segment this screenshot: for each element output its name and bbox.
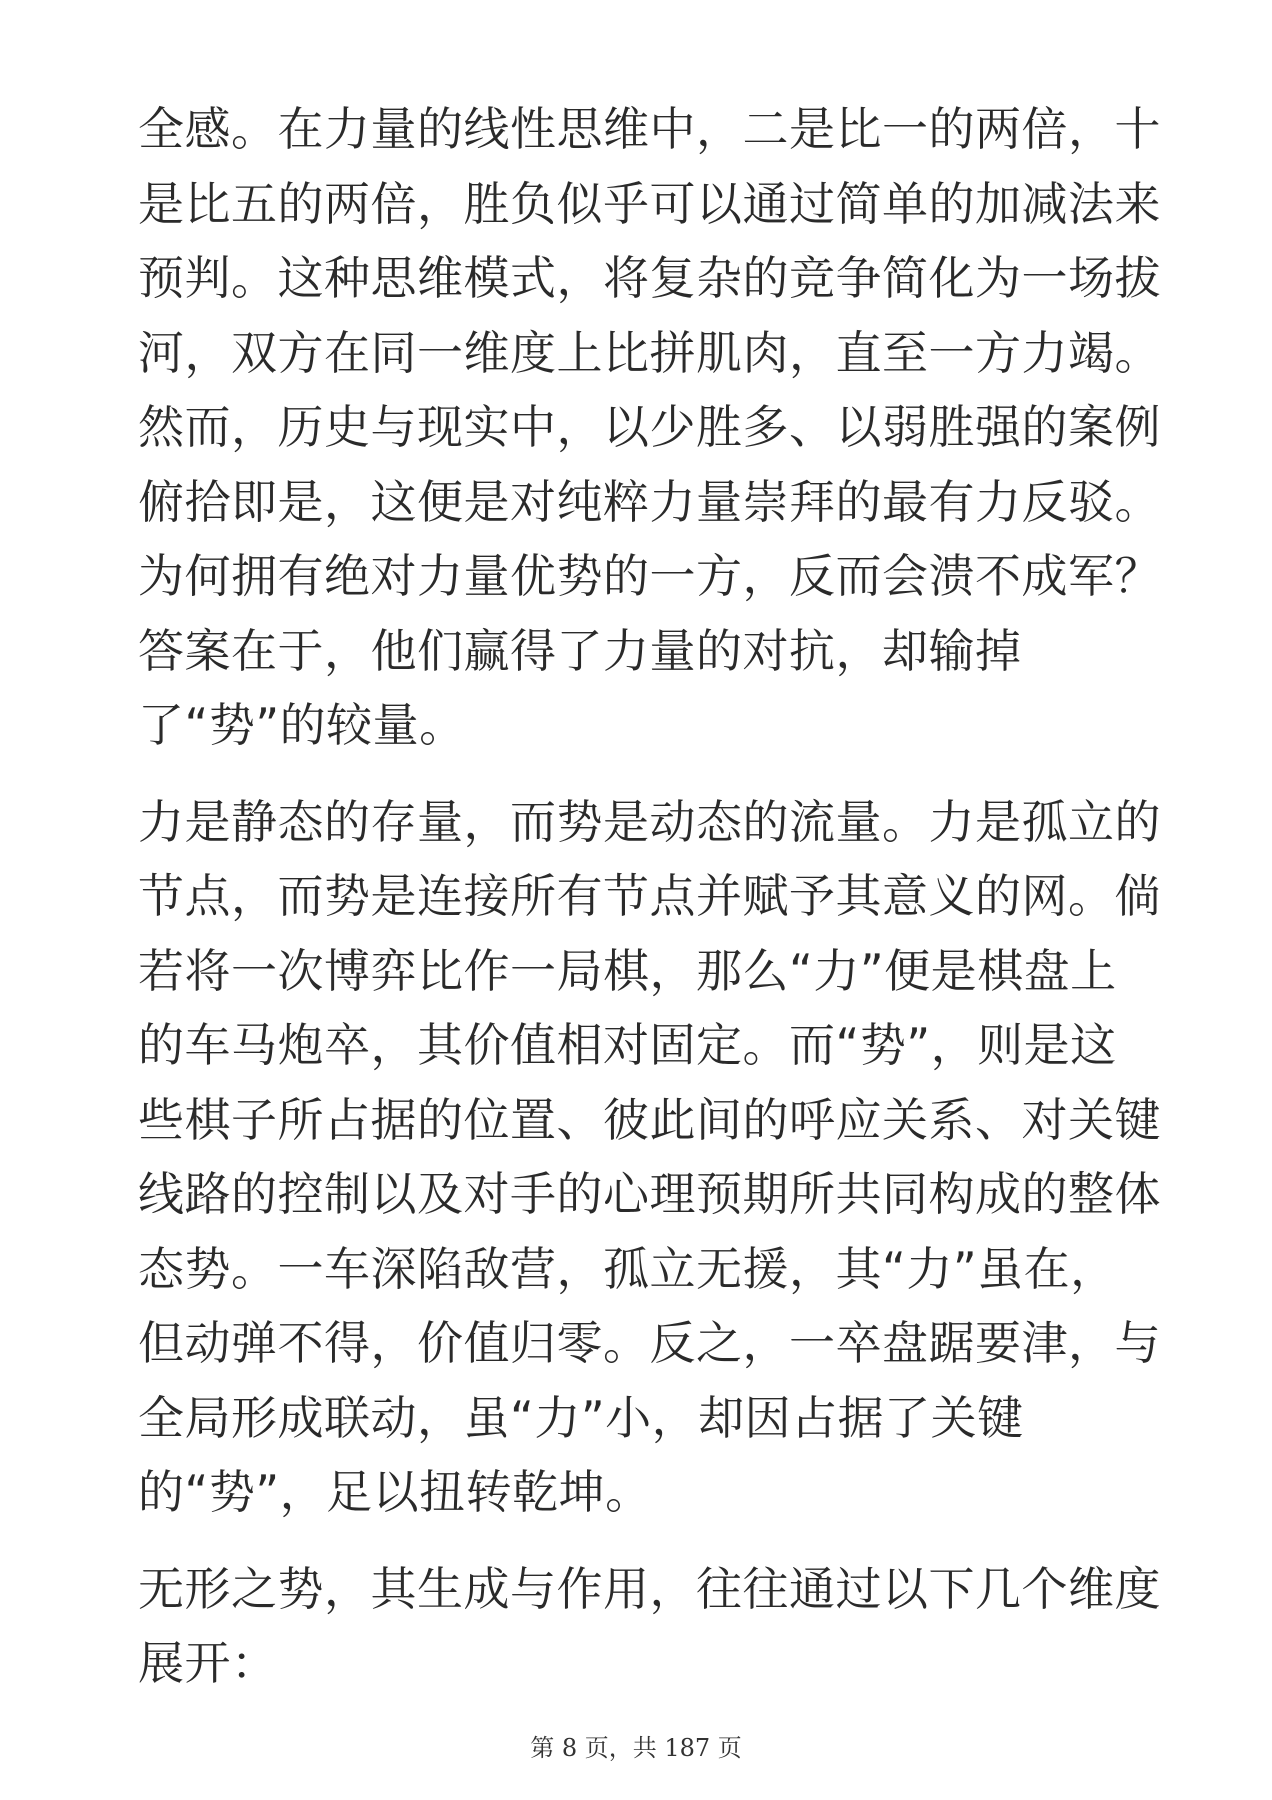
text-line: 节点，而势是连接所有节点并赋予其意义的网。倘 (138, 869, 1161, 923)
text-line: 答案在于，他们赢得了力量的对抗，却输掉 (138, 623, 1022, 678)
text-line: 为何拥有绝对力量优势的一方，反而会溃不成军？ (138, 549, 1161, 603)
text-line: 的“势”，足以扭转乾坤。 (138, 1465, 652, 1519)
text-line: 全局形成联动，虽“力”小，却因占据了关键 (138, 1390, 1024, 1445)
paragraph-3 (138, 1552, 1161, 1701)
paragraph-1 (138, 92, 1161, 763)
text-line: 的车马炮卒，其价值相对固定。而“势”，则是这 (138, 1018, 1117, 1072)
text-line: 河，双方在同一维度上比拼肌肉，直至一方力竭。 (138, 325, 1161, 380)
paragraph-spacer (138, 1530, 1138, 1552)
text-line: 但动弹不得，价值归零。反之，一卒盘踞要津，与 (138, 1316, 1161, 1370)
text-line: 若将一次博弈比作一局棋，那么“力”便是棋盘上 (138, 943, 1117, 998)
body-text (138, 92, 1161, 1701)
text-line: 态势。一车深陷敌营，孤立无援，其“力”虽在， (138, 1241, 1117, 1296)
text-line: 力是静态的存量，而势是动态的流量。力是孤立的 (138, 794, 1161, 849)
text-line: 预判。这种思维模式，将复杂的竞争简化为一场拔 (138, 251, 1161, 305)
text-line: 线路的控制以及对手的心理预期所共同构成的整体 (138, 1167, 1161, 1221)
page-number-footer: 第 8 页，共 187 页 (530, 1734, 742, 1762)
text-line: 俯拾即是，这便是对纯粹力量崇拜的最有力反驳。 (138, 474, 1161, 529)
text-line: 些棋子所占据的位置、彼此间的呼应关系、对关键 (138, 1092, 1161, 1147)
text-line: 无形之势，其生成与作用，往往通过以下几个维度 (138, 1561, 1161, 1616)
paragraph-spacer (138, 763, 1138, 785)
text-line: 全感。在力量的线性思维中，二是比一的两倍，十 (138, 102, 1161, 156)
text-line: 然而，历史与现实中，以少胜多、以弱胜强的案例 (138, 400, 1161, 454)
text-line: 了“势”的较量。 (138, 698, 466, 752)
text-line: 是比五的两倍，胜负似乎可以通过简单的加减法来 (138, 176, 1161, 231)
text-line: 展开： (138, 1636, 278, 1690)
paragraph-2 (138, 785, 1161, 1530)
